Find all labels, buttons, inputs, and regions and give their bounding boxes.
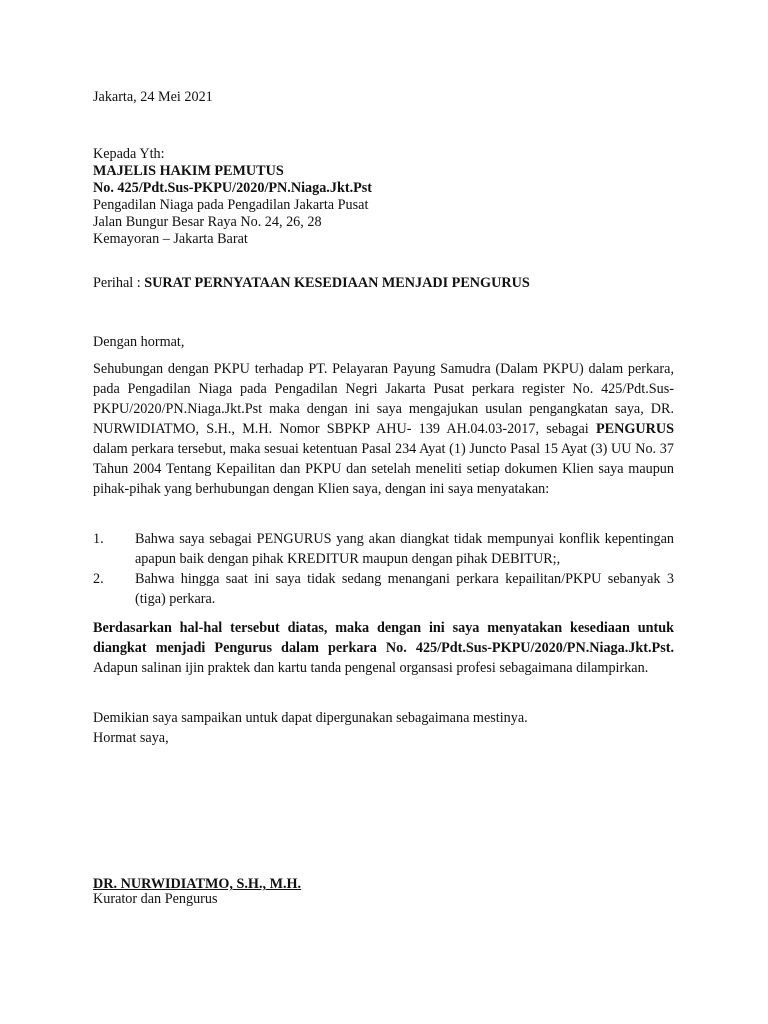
list-item-number: 2. [93,571,104,587]
signature-role: Kurator dan Pengurus [93,891,218,907]
recipient-address-line1: Jalan Bungur Besar Raya No. 24, 26, 28 [93,214,322,230]
list-item-number: 1. [93,531,104,547]
letter-page [93,0,674,1024]
body-paragraph [93,359,674,499]
subject-line [93,274,674,292]
recipient-case-number: No. 425/Pdt.Sus-PKPU/2020/PN.Niaga.Jkt.Pst [93,180,373,196]
greeting: Dengan hormat, [93,334,185,350]
list-item-text: Bahwa hingga saat ini saya tidak sedang menangani perkara kepailitan/PKPU sebanyak 3 (tiga) perkara. [135,571,674,607]
closing-regards: Hormat saya, [93,730,169,746]
list-item-text: Bahwa saya sebagai PENGURUS yang akan diangkat tidak mempunyai konflik kepentingan apapun baik dengan pihak KREDITUR maupun dengan pihak DEBITUR;, [135,531,674,567]
list-item [93,529,674,569]
statement-bold: Berdasarkan hal-hal tersebut diatas, maka dengan ini saya menyatakan kesediaan untuk diangkat menjadi Pengurus dalam perkara No. 425/Pdt.Sus-PKPU/2020/PN.Niaga.Jkt.Pst. [93,620,674,656]
body-paragraph-part1: Sehubungan dengan PKPU terhadap PT. Pelayaran Payung Samudra (Dalam PKPU) dalam perkara, pada Pengadilan Niaga pada Pengadilan Negri Jakarta Pusat perkara register No. 425/Pdt.Sus-PKPU/2020/PN.Niaga.Jkt.Pst maka dengan ini saya mengajukan usulan pengangkatan saya, DR. NURWIDIATMO, S.H., M.H. Nomor SBPKP AHU- 139 AH.04.03-2017, sebagai [93,361,674,437]
body-paragraph-bold-word: PENGURUS [595,421,675,437]
subject-value: SURAT PERNYATAAN KESEDIAAN MENJADI PENGURUS [144,275,530,291]
recipient-title: MAJELIS HAKIM PEMUTUS [93,163,284,179]
body-paragraph-part2: dalam perkara tersebut, maka sesuai ketentuan Pasal 234 Ayat (1) Juncto Pasal 15 Ayat (3) UU No. 37 Tahun 2004 Tentang Kepailitan dan PKPU dan setelah meneliti setiap dokumen Klien saya maupun pihak-pihak yang berhubungan dengan Klien saya, dengan ini saya menyatakan: [93,441,674,497]
signature-name: DR. NURWIDIATMO, S.H., M.H. [93,876,302,892]
closing-line: Demikian saya sampaikan untuk dapat dipergunakan sebagaimana mestinya. [93,710,528,726]
recipient-court: Pengadilan Niaga pada Pengadilan Jakarta Pusat [93,197,369,213]
statement-paragraph [93,618,674,678]
subject-label: Perihal : [93,275,141,291]
statement-normal: Adapun salinan ijin praktek dan kartu tanda pengenal organsasi profesi sebagaimana dilampirkan. [93,660,649,676]
place-date: Jakarta, 24 Mei 2021 [93,89,213,105]
list-item [93,569,674,609]
recipient-salutation: Kepada Yth: [93,146,165,162]
recipient-address-line2: Kemayoran – Jakarta Barat [93,231,248,247]
